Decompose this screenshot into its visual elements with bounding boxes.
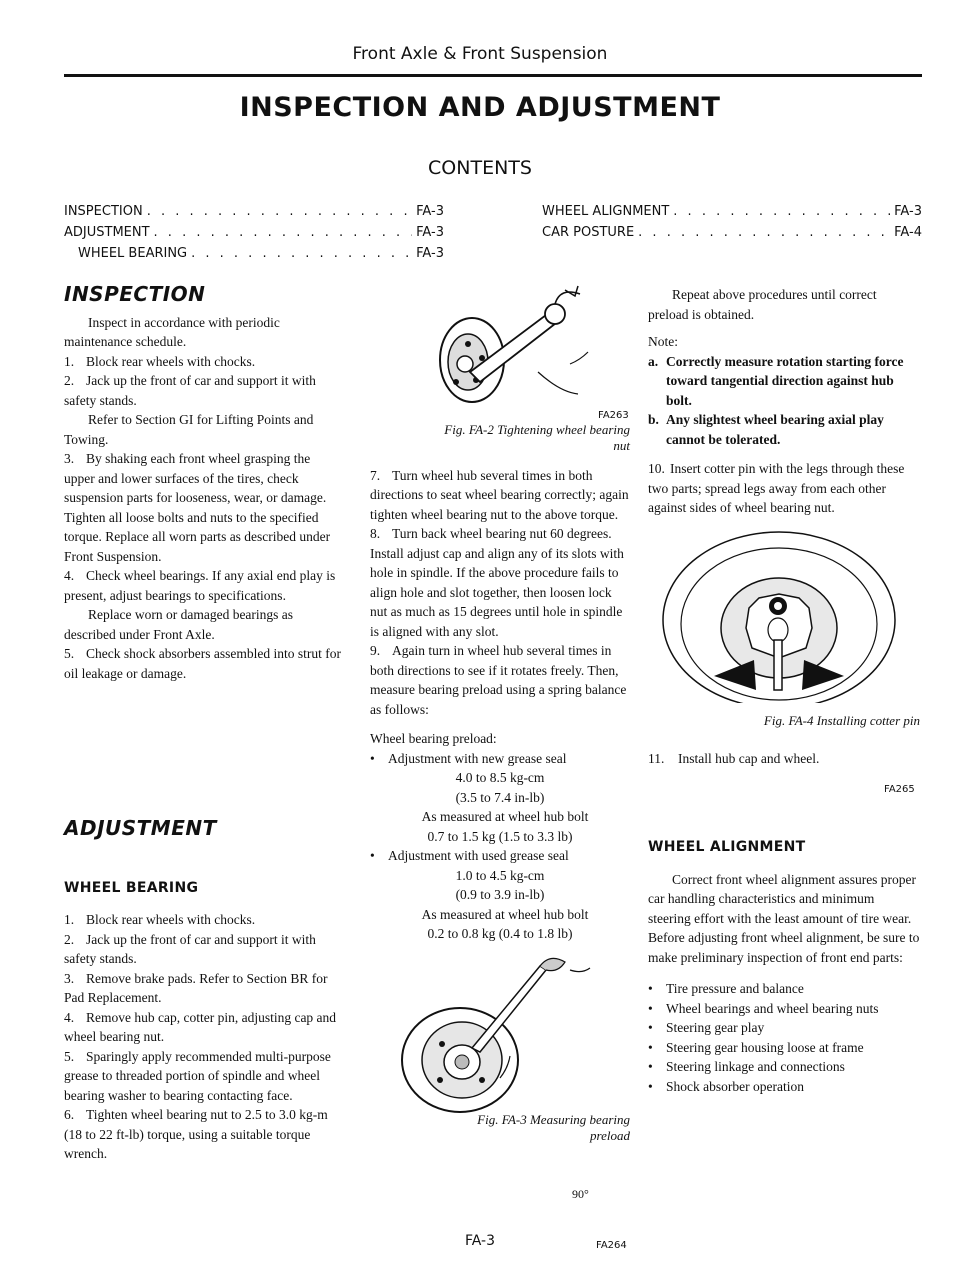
toc-page: FA-3 — [416, 246, 444, 261]
checklist-item — [648, 1077, 920, 1097]
step-text: Remove hub cap, cotter pin, adjusting cap and wheel bearing nut. — [64, 1009, 337, 1044]
step-item — [64, 1008, 342, 1047]
toc-left — [64, 201, 444, 264]
toc-label: INSPECTION — [64, 204, 143, 219]
spec-note: As measured at wheel hub bolt — [421, 906, 589, 922]
toc-page: FA-3 — [416, 225, 444, 240]
step-number: 4. — [64, 1009, 75, 1025]
alignment-checklist — [648, 979, 920, 1096]
middle-column — [370, 282, 630, 1251]
step-number: 10. — [648, 461, 665, 476]
toc-leader — [154, 222, 413, 243]
step-text: Jack up the front of car and support it with safety stands. — [64, 373, 316, 408]
checklist-item — [648, 1057, 920, 1077]
step-number: 9. — [370, 643, 381, 658]
caption-line: nut — [613, 437, 630, 453]
bullet-icon: • — [370, 848, 375, 863]
step-number: 3. — [64, 970, 75, 986]
used-seal-item — [370, 846, 630, 866]
figure-caption: Fig. FA-4 Installing cotter pin — [763, 712, 920, 728]
step-text: Check wheel bearings. If any axial end play is present, adjust bearings to specifications. — [64, 568, 336, 603]
step-text: Install hub cap and wheel. — [678, 750, 820, 766]
toc-entry[interactable] — [542, 222, 922, 243]
figure-code: FA263 — [598, 410, 629, 421]
new-seal-label: Adjustment with new grease seal — [388, 750, 567, 766]
step-text: Block rear wheels with chocks. — [86, 912, 256, 927]
page-title: INSPECTION AND ADJUSTMENT — [239, 92, 721, 123]
bullet-icon: • — [648, 1020, 653, 1035]
step-text: Insert cotter pin with the legs through these two parts; spread legs away from each other against sides of wheel bearing nut. — [648, 461, 905, 515]
step-item — [64, 1105, 342, 1164]
step-item — [64, 969, 342, 1008]
step-10 — [648, 459, 920, 518]
step-item — [64, 644, 342, 683]
step-number: 1. — [64, 353, 75, 369]
adjustment-steps — [64, 910, 342, 1164]
step-text: Check shock absorbers assembled into strut for oil leakage or damage. — [64, 646, 341, 681]
inspection-steps — [64, 352, 342, 684]
checklist-text: Tire pressure and balance — [666, 981, 804, 996]
wheel-alignment-heading: WHEEL ALIGNMENT — [648, 839, 806, 855]
used-seal-label: Adjustment with used grease seal — [388, 848, 569, 863]
step-text: Tighten wheel bearing nut to 2.5 to 3.0 kg-m (18 to 22 ft-lb) torque, using a suitable torque wrench. — [64, 1107, 328, 1161]
middle-steps — [370, 466, 630, 720]
tightening-wheel-bearing-nut-illustration — [410, 282, 610, 412]
toc-entry[interactable] — [64, 201, 444, 222]
toc-leader — [673, 201, 890, 222]
step-item — [64, 410, 342, 449]
bullet-icon: • — [648, 1078, 653, 1094]
step-item — [64, 605, 342, 644]
step-item — [370, 641, 630, 719]
page-number: FA-3 — [465, 1233, 495, 1249]
inspection-intro: Inspect in accordance with periodic maintenance schedule. — [64, 314, 280, 349]
installing-cotter-pin-illustration — [654, 528, 904, 703]
figure-code: FA265 — [884, 784, 915, 795]
spec-value: 0.2 to 0.8 kg (0.4 to 1.8 lb) — [427, 926, 573, 941]
toc-right — [542, 201, 922, 243]
running-header: Front Axle & Front Suspension — [352, 44, 608, 64]
toc-leader — [191, 243, 412, 264]
step-number: 5. — [64, 1048, 75, 1064]
toc-page: FA-3 — [416, 204, 444, 219]
spec-value: (3.5 to 7.4 in-lb) — [455, 789, 545, 805]
step-text: Replace worn or damaged bearings as described under Front Axle. — [64, 607, 294, 642]
step-text: Sparingly apply recommended multi-purpose grease to threaded portion of spindle and wheel bearing washer to bearing contacting face. — [64, 1048, 331, 1103]
left-column — [64, 282, 342, 1164]
step-item — [370, 466, 630, 525]
step-text: Block rear wheels with chocks. — [86, 353, 256, 369]
notes-list — [648, 352, 920, 450]
contents-title: CONTENTS — [428, 157, 532, 179]
bullet-icon: • — [648, 1059, 653, 1074]
note-letter: b. — [648, 412, 659, 427]
checklist-text: Steering gear housing loose at frame — [666, 1039, 864, 1055]
step-text: Again turn in wheel hub several times in both directions to see if it rotates freely. Then, measure bearing preload using a spring balance as follows: — [370, 643, 627, 717]
step-item — [64, 449, 342, 566]
spec-value: 1.0 to 4.5 kg-cm — [455, 867, 545, 883]
inspection-heading: INSPECTION — [64, 282, 206, 306]
step-number: 8. — [370, 526, 381, 541]
step-number: 2. — [64, 931, 75, 947]
step-number: 2. — [64, 373, 75, 388]
checklist-item — [648, 979, 920, 999]
preload-label: Wheel bearing preload: — [370, 731, 497, 746]
step-item — [64, 930, 342, 969]
wheel-alignment-text: Correct front wheel alignment assures proper car handling characteristics and minimum steering effort with the least amount of tire wear. Before adjusting front wheel alignment, be sure to make preliminary inspection of front end parts: — [648, 871, 920, 965]
step-item — [64, 910, 342, 930]
step-number: 1. — [64, 912, 75, 927]
note-label: Note: — [648, 334, 678, 349]
step-number: 5. — [64, 646, 75, 661]
step-text: Jack up the front of car and support it with safety stands. — [64, 931, 316, 966]
checklist-item — [648, 999, 920, 1019]
step-text: Refer to Section GI for Lifting Points and Towing. — [64, 412, 314, 447]
figure-caption — [370, 422, 630, 454]
checklist-item — [648, 1018, 920, 1038]
step-text: Remove brake pads. Refer to Section BR for Pad Replacement. — [64, 970, 328, 1005]
checklist-text: Steering linkage and connections — [666, 1059, 845, 1074]
step-item — [64, 371, 342, 410]
toc-label: ADJUSTMENT — [64, 225, 150, 240]
step-number: 7. — [370, 467, 381, 483]
toc-page: FA-3 — [894, 204, 922, 219]
spec-note: As measured at wheel hub bolt — [421, 809, 589, 824]
step-number: 3. — [64, 451, 75, 466]
header-rule — [64, 74, 922, 77]
measuring-bearing-preload-illustration — [390, 948, 610, 1118]
spec-value: 4.0 to 8.5 kg-cm — [455, 770, 545, 785]
spec-value: 0.7 to 1.5 kg (1.5 to 3.3 lb) — [427, 828, 573, 844]
wheel-bearing-heading: WHEEL BEARING — [64, 879, 199, 896]
checklist-text: Wheel bearings and wheel bearing nuts — [666, 1000, 879, 1016]
toc-page: FA-4 — [894, 225, 922, 240]
toc-leader — [147, 201, 412, 222]
bullet-icon: • — [648, 1039, 653, 1055]
caption-line: preload — [590, 1127, 630, 1143]
adjustment-heading: ADJUSTMENT — [64, 816, 217, 840]
toc-leader — [638, 222, 890, 243]
step-item — [370, 524, 630, 641]
toc-label: CAR POSTURE — [542, 225, 635, 240]
checklist-text: Steering gear play — [666, 1020, 765, 1035]
caption-line: Fig. FA-3 Measuring bearing — [477, 1111, 630, 1127]
bullet-icon: • — [648, 1000, 653, 1016]
note-text: Any slightest wheel bearing axial play cannot be tolerated. — [666, 412, 884, 447]
note-item — [648, 352, 920, 411]
step-item — [64, 352, 342, 372]
step-number: 11. — [648, 750, 665, 766]
step-text: By shaking each front wheel grasping the upper and lower surfaces of the tires, check suspension parts for looseness, wear, or damage. Tighten all loose bolts and nuts to the specified torque. Replace all worn parts as described under Front Suspension. — [64, 451, 331, 564]
new-seal-item — [370, 749, 630, 769]
step-item — [64, 1047, 342, 1106]
note-text: Correctly measure rotation starting force toward tangential direction against hub bolt. — [666, 353, 904, 408]
angle-label: 90° — [572, 1187, 589, 1201]
note-letter: a. — [648, 353, 659, 369]
bullet-icon: • — [370, 750, 375, 766]
right-column — [648, 285, 920, 1096]
checklist-item — [648, 1038, 920, 1058]
step-number: 6. — [64, 1107, 75, 1122]
toc-entry[interactable] — [64, 222, 444, 243]
toc-label: WHEEL BEARING — [78, 246, 188, 261]
toc-entry[interactable] — [64, 243, 444, 264]
step-item — [64, 566, 342, 605]
caption-line: Fig. FA-2 Tightening wheel bearing — [444, 421, 630, 437]
figure-code: FA264 — [596, 1240, 627, 1251]
toc-label: WHEEL ALIGNMENT — [542, 204, 670, 219]
step-11 — [648, 749, 920, 769]
repeat-text: Repeat above procedures until correct preload is obtained. — [648, 287, 877, 322]
step-number: 4. — [64, 568, 75, 583]
figure-caption — [370, 1112, 630, 1144]
step-text: Turn wheel hub several times in both directions to seat wheel bearing correctly; again tighten wheel bearing nut to the above torque. — [370, 467, 629, 522]
bullet-icon: • — [648, 981, 653, 996]
spec-value: (0.9 to 3.9 in-lb) — [455, 887, 545, 902]
toc-entry[interactable] — [542, 201, 922, 222]
checklist-text: Shock absorber operation — [666, 1078, 804, 1094]
step-text: Turn back wheel bearing nut 60 degrees. Install adjust cap and align any of its slots with hole in spindle. If the above procedure fails to align hole and slot together, then loosen lock nut as much as 15 degrees until hole in spindle is aligned with any slot. — [370, 526, 624, 639]
note-item — [648, 410, 920, 449]
